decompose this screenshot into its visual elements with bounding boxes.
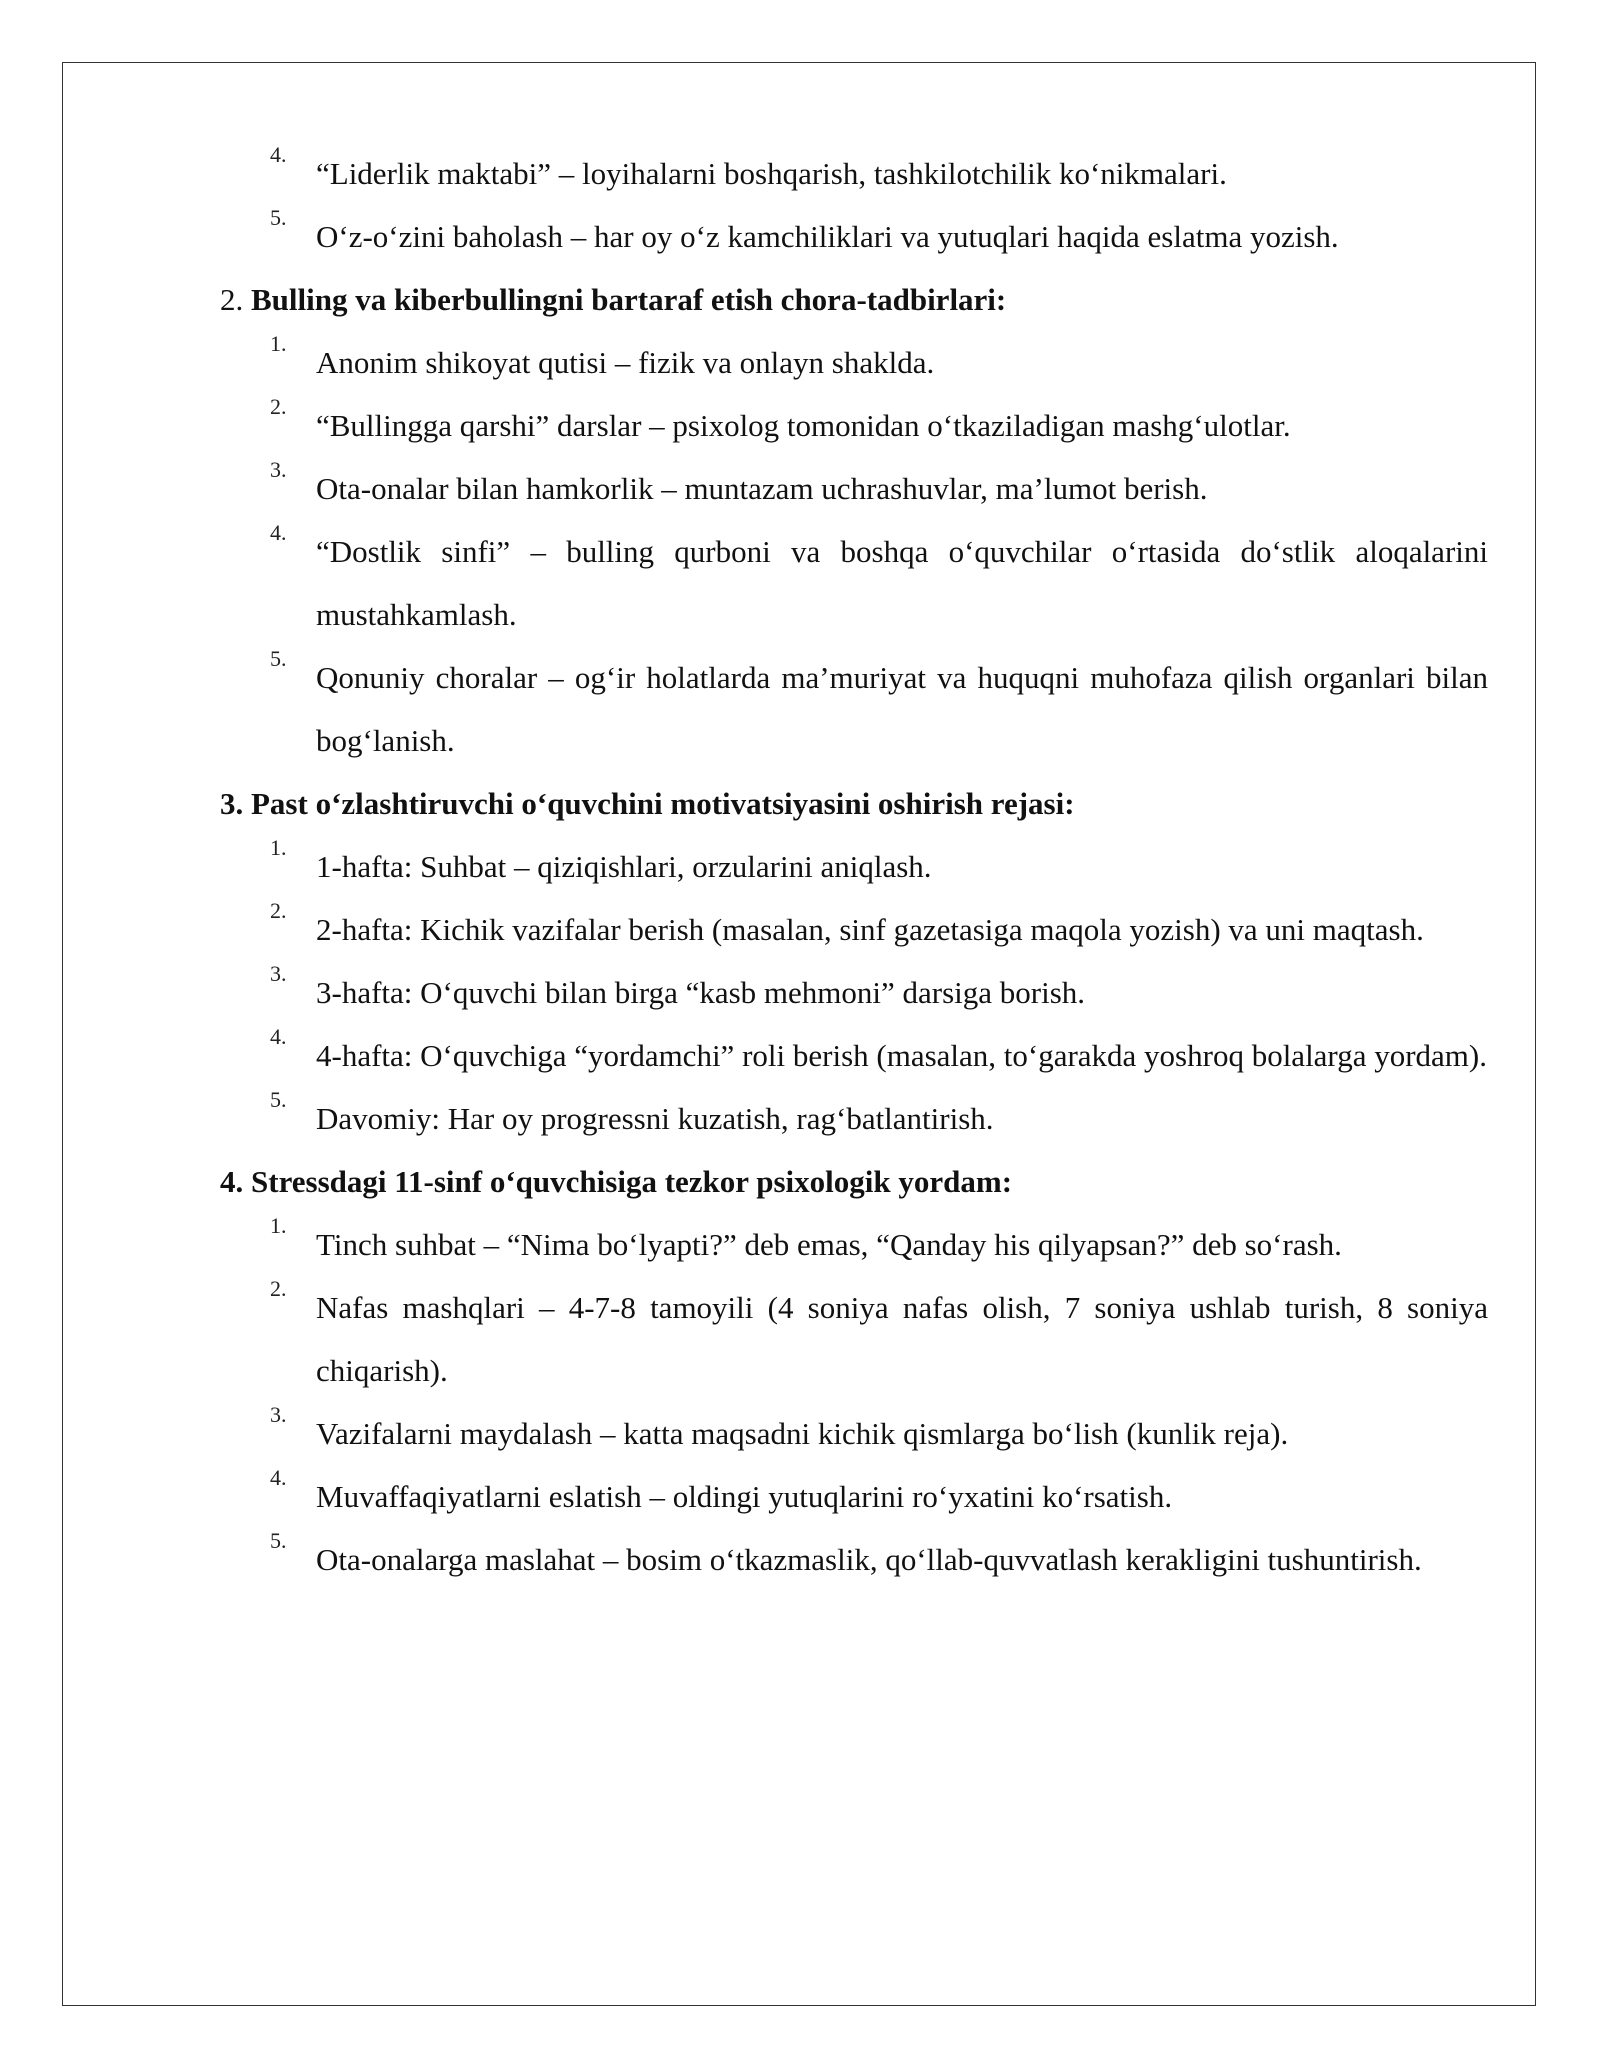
section-number: 3. xyxy=(220,786,244,821)
list-item-number: 4. xyxy=(270,1465,287,1490)
list-item-text: Muvaffaqiyatlarni eslatish – oldingi yutuqlarini ro‘yxatini ko‘rsatish. xyxy=(316,1479,1173,1514)
list-item-number: 3. xyxy=(270,961,287,986)
list-item xyxy=(220,1087,1488,1150)
section-title: Bulling va kiberbullingni bartaraf etish chora-tadbirlari: xyxy=(251,282,1007,317)
section-heading xyxy=(220,772,1488,835)
list-item-number: 1. xyxy=(270,835,287,860)
list-item xyxy=(220,457,1488,520)
list-item-text: “Liderlik maktabi” – loyihalarni boshqarish, tashkilotchilik ko‘nikmalari. xyxy=(316,156,1227,191)
list-item-text: 1-hafta: Suhbat – qiziqishlari, orzularini aniqlash. xyxy=(316,849,932,884)
section-title: Stressdagi 11-sinf o‘quvchisiga tezkor psixologik yordam: xyxy=(251,1164,1013,1199)
list-item-text: 2-hafta: Kichik vazifalar berish (masalan, sinf gazetasiga maqola yozish) va uni maqtash. xyxy=(316,912,1424,947)
list-item-number: 1. xyxy=(270,1213,287,1238)
list-item-number: 2. xyxy=(270,898,287,923)
list-item-text: O‘z-o‘zini baholash – har oy o‘z kamchiliklari va yutuqlari haqida eslatma yozish. xyxy=(316,219,1339,254)
section-heading xyxy=(220,268,1488,331)
list-item xyxy=(220,961,1488,1024)
list-item-text: 3-hafta: O‘quvchi bilan birga “kasb mehmoni” darsiga borish. xyxy=(316,975,1086,1010)
list-item-text: Vazifalarni maydalash – katta maqsadni kichik qismlarga bo‘lish (kunlik reja). xyxy=(316,1416,1289,1451)
list-item-text: “Dostlik sinfi” – bulling qurboni va boshqa o‘quvchilar o‘rtasida do‘stlik aloqalarini mustahkamlash. xyxy=(316,534,1488,632)
list-item-number: 2. xyxy=(270,1276,287,1301)
list-item xyxy=(220,646,1488,772)
section-heading xyxy=(220,1150,1488,1213)
list-item-text: Anonim shikoyat qutisi – fizik va onlayn shaklda. xyxy=(316,345,935,380)
list-item-number: 4. xyxy=(270,520,287,545)
list-item-text: 4-hafta: O‘quvchiga “yordamchi” roli berish (masalan, to‘garakda yoshroq bolalarga yordam). xyxy=(316,1038,1487,1073)
list-item-number: 3. xyxy=(270,1402,287,1427)
list-item-number: 4. xyxy=(270,142,287,167)
section-title: Past o‘zlashtiruvchi o‘quvchini motivatsiyasini oshirish rejasi: xyxy=(251,786,1075,821)
list-item-text: Davomiy: Har oy progressni kuzatish, rag‘batlantirish. xyxy=(316,1101,994,1136)
list-item-number: 1. xyxy=(270,331,287,356)
list-item xyxy=(220,1276,1488,1402)
list-item xyxy=(220,898,1488,961)
list-item xyxy=(220,331,1488,394)
list-item-number: 2. xyxy=(270,394,287,419)
list-item-number: 4. xyxy=(270,1024,287,1049)
list-item xyxy=(220,1402,1488,1465)
list-item-number: 3. xyxy=(270,457,287,482)
list-item-text: Qonuniy choralar – og‘ir holatlarda ma’muriyat va huquqni muhofaza qilish organlari bilan bog‘lanish. xyxy=(316,660,1488,758)
list-item-number: 5. xyxy=(270,646,287,671)
section-number: 4. xyxy=(220,1164,244,1199)
list-item xyxy=(220,1465,1488,1528)
list-item xyxy=(220,205,1488,268)
document-body xyxy=(220,142,1488,1591)
list-item xyxy=(220,1213,1488,1276)
list-item xyxy=(220,394,1488,457)
list-item-number: 5. xyxy=(270,1087,287,1112)
list-item-number: 5. xyxy=(270,1528,287,1553)
list-item xyxy=(220,142,1488,205)
list-item xyxy=(220,1528,1488,1591)
list-item-text: Ota-onalar bilan hamkorlik – muntazam uchrashuvlar, ma’lumot berish. xyxy=(316,471,1208,506)
list-item xyxy=(220,835,1488,898)
list-item-text: Nafas mashqlari – 4-7-8 tamoyili (4 soniya nafas olish, 7 soniya ushlab turish, 8 soniya chiqarish). xyxy=(316,1290,1488,1388)
section-number: 2. xyxy=(220,282,244,317)
list-item-number: 5. xyxy=(270,205,287,230)
list-item-text: “Bullingga qarshi” darslar – psixolog tomonidan o‘tkaziladigan mashg‘ulotlar. xyxy=(316,408,1291,443)
list-item xyxy=(220,520,1488,646)
list-item-text: Tinch suhbat – “Nima bo‘lyapti?” deb emas, “Qanday his qilyapsan?” deb so‘rash. xyxy=(316,1227,1342,1262)
list-item xyxy=(220,1024,1488,1087)
list-item-text: Ota-onalarga maslahat – bosim o‘tkazmaslik, qo‘llab-quvvatlash kerakligini tushuntirish. xyxy=(316,1542,1422,1577)
